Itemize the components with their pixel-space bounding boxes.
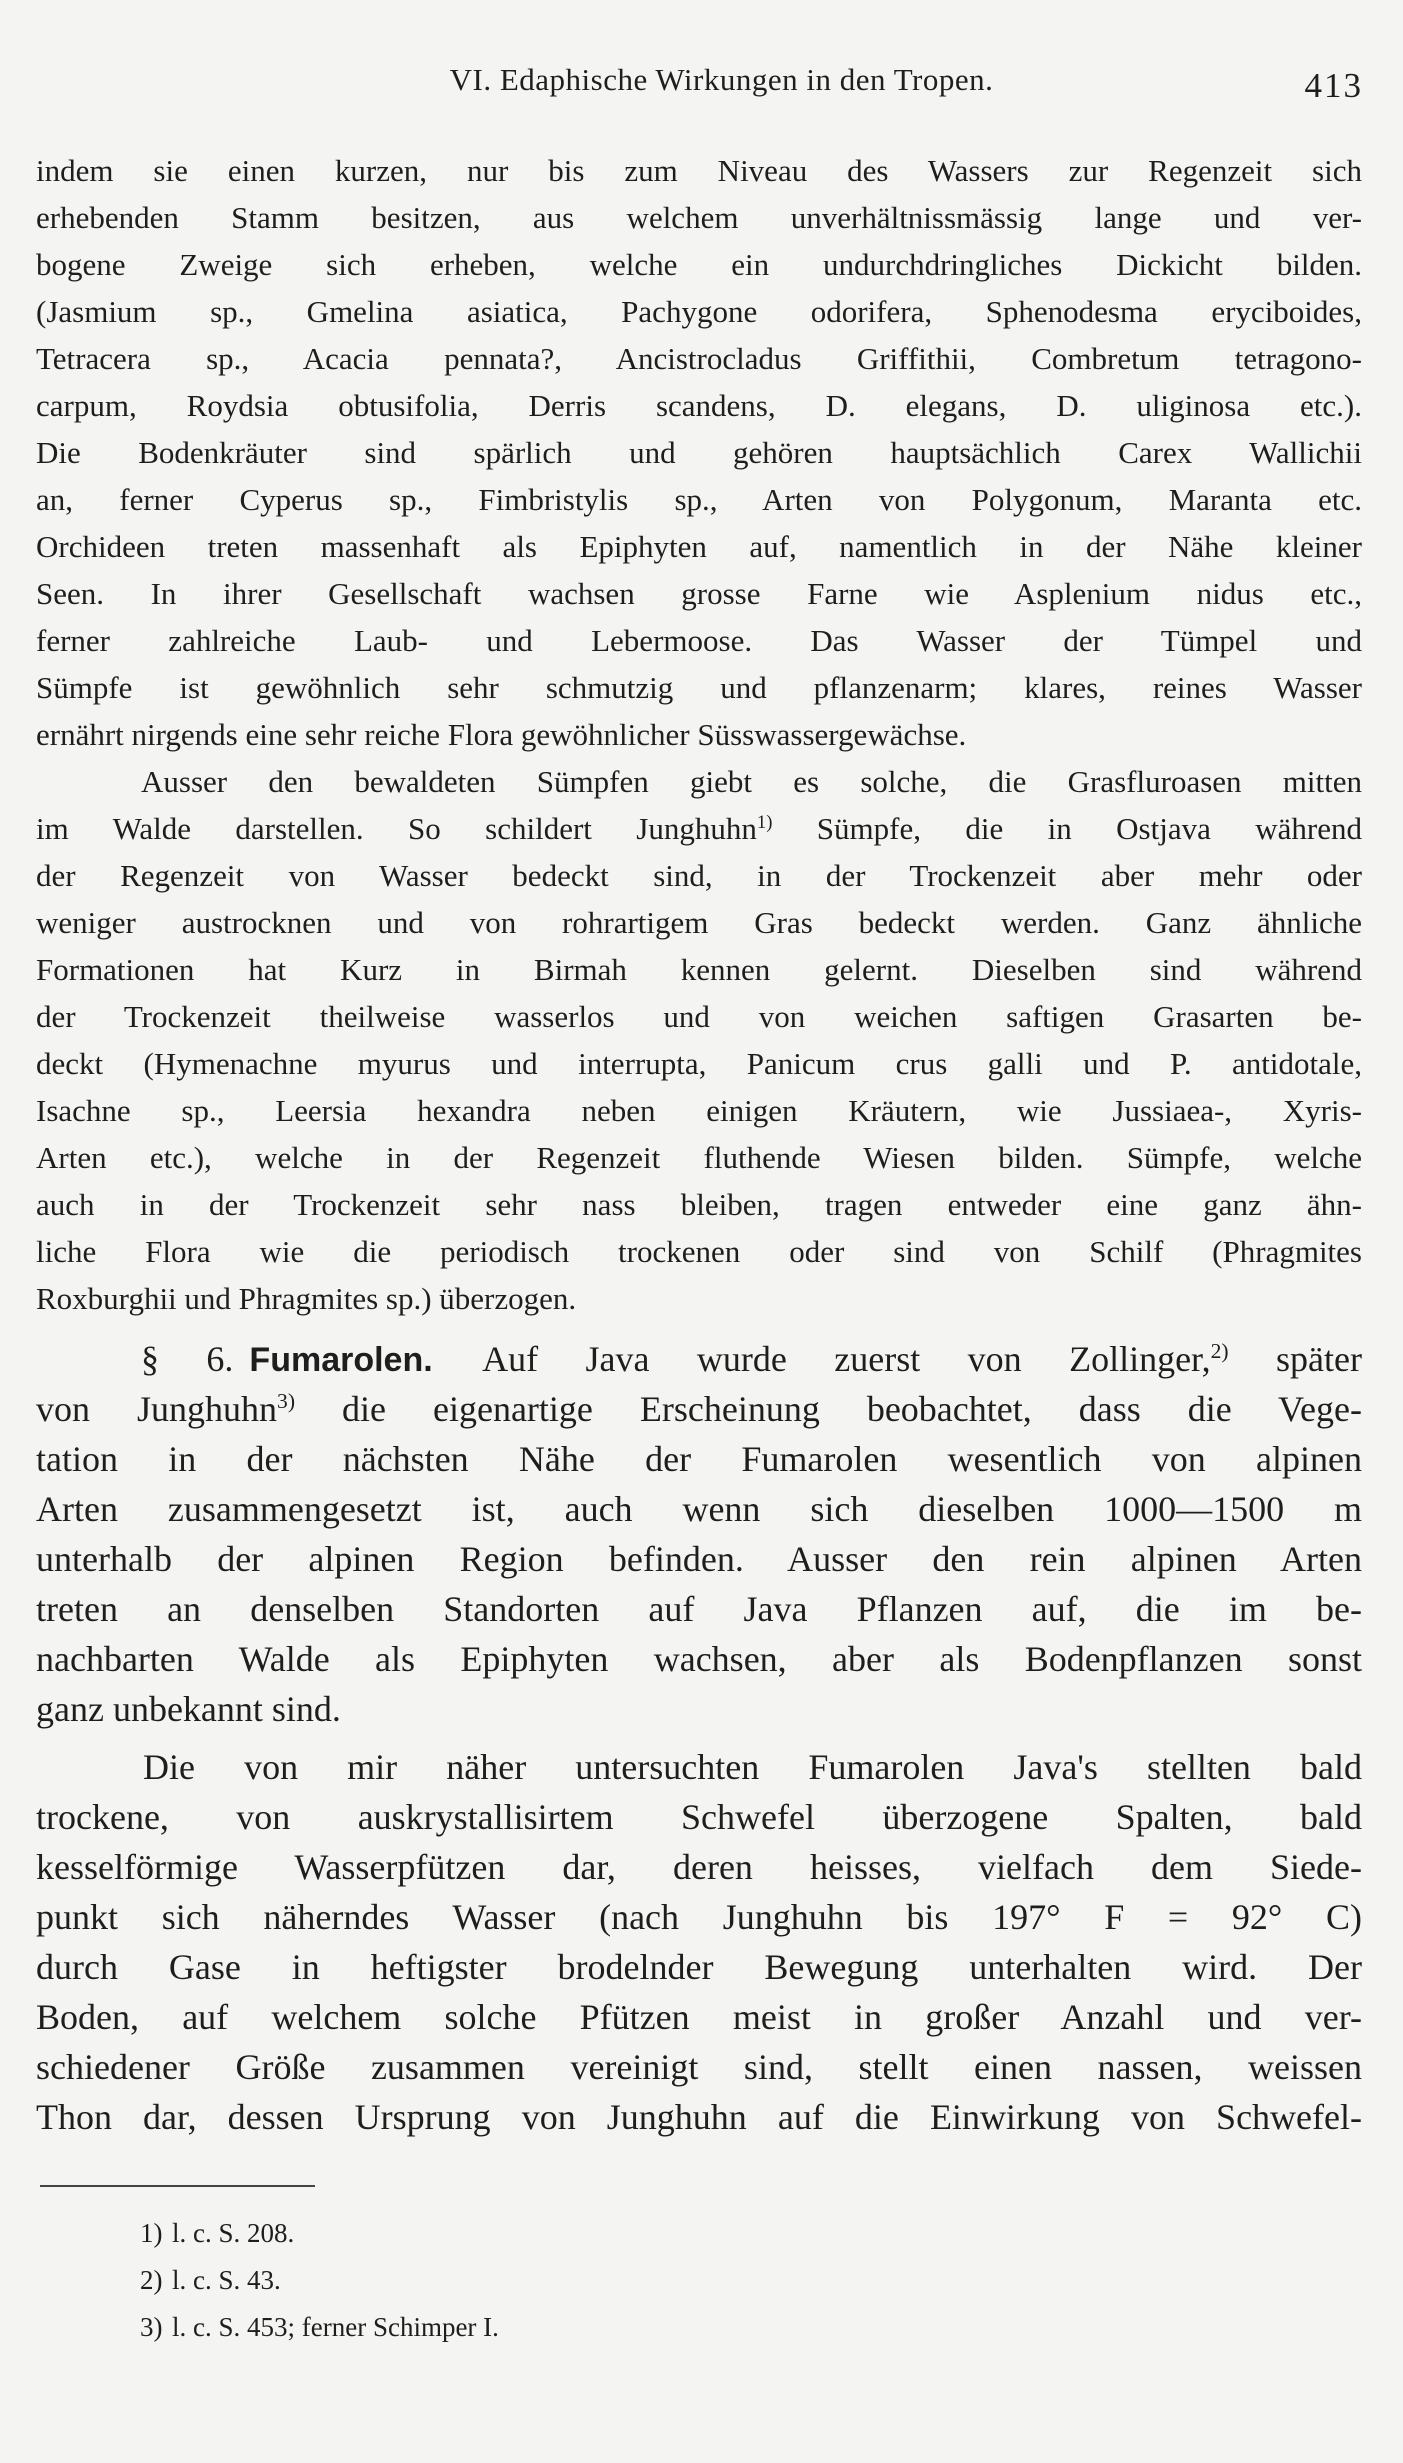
footnote [140, 2257, 499, 2304]
text-line: Arten zusammengesetzt ist, auch wenn sich dieselben 1000—1500 m [36, 1489, 1362, 1529]
text-line: treten an denselben Standorten auf Java Pflanzen auf, die im be- [36, 1589, 1362, 1629]
footnote [140, 2210, 499, 2257]
footnote-ref[interactable]: 1) [756, 811, 773, 833]
section-title: Fumarolen. [249, 1341, 433, 1379]
text-line: punkt sich näherndes Wasser (nach Junghuhn bis 197° F = 92° C) [36, 1897, 1362, 1937]
footnote-mark: 2) [140, 2265, 163, 2295]
text-run: später [1228, 1339, 1362, 1379]
text-line [36, 805, 1362, 852]
text-line: Orchideen treten massenhaft als Epiphyten auf, namentlich in der Nähe kleiner [36, 529, 1362, 564]
footnote-divider [40, 2185, 315, 2187]
footnote-mark: 3) [140, 2312, 163, 2342]
text-line: Isachne sp., Leersia hexandra neben einigen Kräutern, wie Jussiaea-, Xyris- [36, 1093, 1362, 1128]
text-line: weniger austrocknen und von rohrartigem Gras bedeckt werden. Ganz ähnliche [36, 905, 1362, 940]
text-line: trockene, von auskrystallisirtem Schwefel überzogene Spalten, bald [36, 1797, 1362, 1837]
text-line: ganz unbekannt sind. [36, 1689, 341, 1729]
text-line: durch Gase in heftigster brodelnder Bewegung unterhalten wird. Der [36, 1947, 1362, 1987]
text-line: an, ferner Cyperus sp., Fimbristylis sp., Arten von Polygonum, Maranta etc. [36, 482, 1362, 517]
text-line: indem sie einen kurzen, nur bis zum Niveau des Wassers zur Regenzeit sich [36, 153, 1362, 188]
footnote [140, 2304, 499, 2351]
text-line: Roxburghii und Phragmites sp.) überzogen. [36, 1281, 577, 1316]
page-header [36, 62, 1367, 112]
text-line: Tetracera sp., Acacia pennata?, Ancistrocladus Griffithii, Combretum tetragono- [36, 341, 1362, 376]
text-line: erhebenden Stamm besitzen, aus welchem unverhältnissmässig lange und ver- [36, 200, 1362, 235]
text-run: von Junghuhn [36, 1389, 278, 1429]
text-line: Thon dar, dessen Ursprung von Junghuhn auf die Einwirkung von Schwefel- [36, 2097, 1362, 2137]
text-line: Die von mir näher untersuchten Fumarolen Java's stellten bald [143, 1747, 1362, 1787]
text-line: nachbarten Walde als Epiphyten wachsen, aber als Bodenpflanzen sonst [36, 1639, 1362, 1679]
text-line: Sümpfe ist gewöhnlich sehr schmutzig und pflanzenarm; klares, reines Wasser [36, 670, 1362, 705]
text-line: kesselförmige Wasserpfützen dar, deren heisses, vielfach dem Siede- [36, 1847, 1362, 1887]
footnotes [140, 2210, 499, 2351]
section-heading-line [141, 1334, 1362, 1385]
text-line: schiedener Größe zusammen vereinigt sind, stellt einen nassen, weissen [36, 2047, 1362, 2087]
text-run: Auf Java wurde zuerst von Zollinger, [436, 1339, 1211, 1379]
text-line: liche Flora wie die periodisch trockenen oder sind von Schilf (Phragmites [36, 1234, 1362, 1269]
section-number: § 6. [141, 1339, 234, 1379]
footnote-text: l. c. S. 453; ferner Schimper I. [172, 2312, 499, 2342]
text-line: bogene Zweige sich erheben, welche ein undurchdringliches Dickicht bilden. [36, 247, 1362, 282]
text-line: Seen. In ihrer Gesellschaft wachsen grosse Farne wie Asplenium nidus etc., [36, 576, 1362, 611]
text-line: unterhalb der alpinen Region befinden. Ausser den rein alpinen Arten [36, 1539, 1362, 1579]
text-line: tation in der nächsten Nähe der Fumarolen wesentlich von alpinen [36, 1439, 1362, 1479]
text-line: ferner zahlreiche Laub- und Lebermoose. Das Wasser der Tümpel und [36, 623, 1362, 658]
text-run: Sümpfe, die in Ostjava während [772, 811, 1362, 846]
footnote-mark: 1) [140, 2218, 163, 2248]
text-line: Arten etc.), welche in der Regenzeit fluthende Wiesen bilden. Sümpfe, welche [36, 1140, 1362, 1175]
text-run: die eigenartige Erscheinung beobachtet, dass die Vege- [295, 1389, 1362, 1429]
text-line: Die Bodenkräuter sind spärlich und gehören hauptsächlich Carex Wallichii [36, 435, 1362, 470]
text-line: Boden, auf welchem solche Pfützen meist in großer Anzahl und ver- [36, 1997, 1362, 2037]
page-number: 413 [1304, 66, 1363, 105]
text-line: deckt (Hymenachne myurus und interrupta, Panicum crus galli und P. antidotale, [36, 1046, 1362, 1081]
text-line: der Regenzeit von Wasser bedeckt sind, in der Trockenzeit aber mehr oder [36, 858, 1362, 893]
running-title: VI. Edaphische Wirkungen in den Tropen. [449, 62, 994, 97]
footnote-text: l. c. S. 208. [172, 2218, 295, 2248]
footnote-text: l. c. S. 43. [172, 2265, 281, 2295]
text-line: (Jasmium sp., Gmelina asiatica, Pachygone odorifera, Sphenodesma eryciboides, [36, 294, 1362, 329]
text-run: im Walde darstellen. So schildert Junghuhn [36, 811, 757, 846]
text-line [36, 1384, 1362, 1435]
text-line: Ausser den bewaldeten Sümpfen giebt es solche, die Grasfluroasen mitten [141, 764, 1362, 799]
footnote-ref[interactable]: 2) [1210, 1339, 1229, 1364]
text-line: auch in der Trockenzeit sehr nass bleiben, tragen entweder eine ganz ähn- [36, 1187, 1362, 1222]
footnote-ref[interactable]: 3) [277, 1389, 296, 1414]
text-line: Formationen hat Kurz in Birmah kennen gelernt. Dieselben sind während [36, 952, 1362, 987]
text-line: carpum, Roydsia obtusifolia, Derris scandens, D. elegans, D. uliginosa etc.). [36, 388, 1362, 423]
text-line: der Trockenzeit theilweise wasserlos und von weichen saftigen Grasarten be- [36, 999, 1362, 1034]
text-line: ernährt nirgends eine sehr reiche Flora gewöhnlicher Süsswassergewächse. [36, 717, 967, 752]
